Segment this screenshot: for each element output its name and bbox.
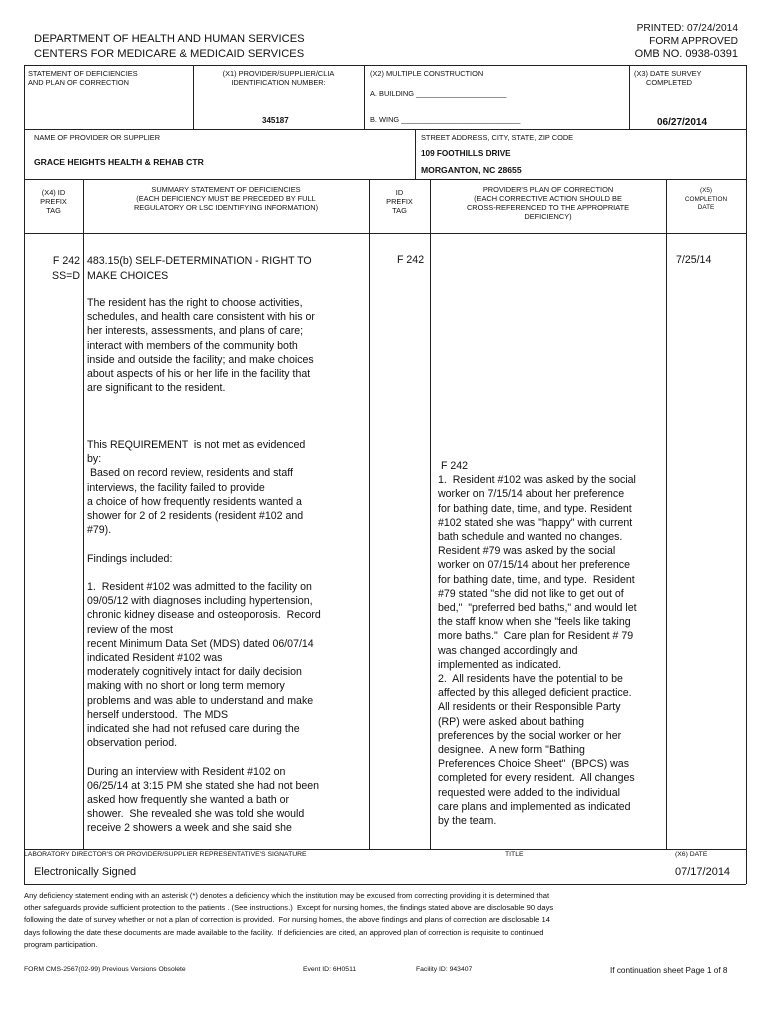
correction-text-line: designee. A new form "Bathing	[438, 744, 585, 757]
x4-header-3: TAG	[46, 206, 61, 215]
deficiency-text-line: interact with members of the community both	[87, 339, 298, 352]
x3-label-1: (X3) DATE SURVEY	[634, 69, 702, 78]
deficiency-text-line: a choice of how frequently residents wanted a	[87, 495, 302, 508]
correction-text-line: 1. Resident #102 was asked by the social	[438, 474, 636, 487]
x3-label	[634, 69, 702, 87]
frame-v-2	[364, 65, 365, 129]
deficiency-text-line: review of the most	[87, 623, 173, 636]
signature-date-label: (X6) DATE	[675, 851, 708, 858]
deficiency-text-line: Findings included:	[87, 552, 173, 565]
form-approved: FORM APPROVED	[649, 35, 738, 47]
plan-header-4: DEFICIENCY)	[524, 212, 572, 221]
id-header-3: TAG	[392, 206, 407, 215]
frame-v-3	[629, 65, 630, 129]
deficiency-text-line: The resident has the right to choose activities,	[87, 297, 303, 309]
frame-row-1	[24, 129, 746, 130]
agency-header	[34, 32, 305, 62]
printed-date: PRINTED: 07/24/2014	[636, 23, 738, 34]
x5-header	[666, 187, 746, 213]
correction-text-line: 2. All residents have the potential to be	[438, 673, 623, 686]
deficiency-text-line	[87, 537, 321, 551]
frame-row-2	[24, 179, 746, 180]
tag-code: F 242	[52, 255, 80, 267]
x2-label: (X2) MULTIPLE CONSTRUCTION	[370, 69, 484, 78]
building-field: A. BUILDING ______________________	[370, 89, 507, 98]
prefix-tag	[24, 254, 80, 284]
x4-header	[24, 188, 83, 215]
title-label: TITLE	[505, 851, 524, 858]
id-header-2: PREFIX	[386, 197, 413, 206]
x1-label	[193, 69, 364, 87]
deficiency-text-line: 09/05/12 with diagnoses including hypertension,	[87, 595, 313, 608]
deficiency-text-line	[87, 410, 321, 424]
signature-label: LABORATORY DIRECTOR'S OR PROVIDER/SUPPLIER REPRESENTATIVE'S SIGNATURE	[24, 851, 307, 858]
frame-v-4	[415, 129, 416, 179]
correction-text-line: care plans and implemented as indicated	[438, 800, 631, 813]
form-number: FORM CMS-2567(02-99) Previous Versions Obsolete	[24, 966, 186, 973]
deficiency-text-line: indicated Resident #102 was	[87, 652, 223, 664]
x5-header-2: COMPLETION	[684, 195, 728, 203]
correction-text-line: was changed accordingly and	[438, 644, 578, 657]
deficiency-text-line: asked how frequently she wanted a bath or	[87, 794, 290, 807]
frame-row-4	[24, 849, 746, 850]
deficiency-text-line	[87, 424, 321, 438]
deficiency-text-line: about aspects of his or her life in the facility that	[87, 368, 311, 381]
plan-header-3: CROSS-REFERENCED TO THE APPROPRIATE	[466, 203, 630, 212]
correction-text-line: more baths." Care plan for Resident # 79	[438, 630, 634, 643]
deficiency-text-line: herself understood. The MDS	[87, 708, 229, 721]
correction-text-line: #79 stated "she did not like to get out of	[438, 587, 624, 600]
deficiency-text-line: problems and was able to understand and make	[87, 694, 314, 707]
deficiency-text-line	[87, 750, 321, 764]
correction-text-line: bed," "preferred bed baths," and would let	[438, 602, 637, 615]
deficiency-text-line: receive 2 showers a week and she said she	[87, 822, 292, 835]
correction-text-line: affected by this alleged deficient practice.	[438, 687, 632, 700]
frame-top	[24, 65, 746, 66]
correction-text-line: implemented as indicated.	[438, 658, 562, 671]
correction-plan-text	[438, 459, 637, 828]
address-label: STREET ADDRESS, CITY, STATE, ZIP CODE	[421, 133, 574, 142]
deficiency-text-line: 06/25/14 at 3:15 PM she stated she had not been	[87, 779, 320, 792]
deficiency-text-line: indicated she had not refused care during the	[87, 723, 300, 736]
wing-field: B. WING _____________________________	[370, 115, 521, 124]
correction-text-line: requested were added to the individual	[438, 786, 620, 799]
deficiency-title	[87, 254, 312, 284]
deficiency-text-line	[87, 566, 321, 580]
disclaimer-line: other safeguards provide sufficient protection to the patients . (See instructions.) Except for nursing homes, the findings stated above are disclosable 90 days	[24, 903, 554, 913]
deficiency-text-line: Based on record review, residents and staff	[87, 467, 293, 480]
plan-header-1: PROVIDER'S PLAN OF CORRECTION	[482, 185, 614, 194]
frame-v-7	[430, 179, 431, 849]
event-id: Event ID: 6H0511	[303, 966, 357, 973]
correction-text-line: worker on 07/15/14 about her preference	[438, 559, 630, 572]
deficiency-text-line: inside and outside the facility; and make choices	[87, 353, 314, 366]
deficiency-text-line: shower for 2 of 2 residents (resident #102 and	[87, 510, 304, 522]
correction-text-line: (RP) were asked about bathing	[438, 715, 585, 728]
statement-label	[28, 69, 138, 87]
completion-date: 7/25/14	[676, 254, 712, 266]
plan-header	[430, 185, 666, 221]
agency-line-1: DEPARTMENT OF HEALTH AND HUMAN SERVICES	[34, 33, 305, 45]
disclaimer-line: program participation.	[24, 939, 98, 949]
deficiency-text-line: making with no short or long term memory	[87, 680, 285, 693]
statement-label-1: STATEMENT OF DEFICIENCIES	[28, 69, 138, 78]
correction-text-line: bath schedule and wanted no changes.	[438, 531, 623, 544]
address-line-2: MORGANTON, NC 28655	[421, 165, 522, 175]
correction-text-line: the staff know when she "feels like taking	[438, 616, 631, 629]
correction-text-line: Resident #79 was asked by the social	[438, 545, 616, 558]
form-status	[635, 23, 738, 61]
correction-text-line: for bathing date, time, and type. Resident	[438, 573, 635, 586]
electronic-signature: Electronically Signed	[34, 866, 137, 878]
page-indicator: If continuation sheet Page 1 of 8	[610, 966, 728, 975]
deficiency-text-line: 1. Resident #102 was admitted to the facility on	[87, 580, 312, 593]
x5-header-3: DATE	[697, 204, 715, 212]
address-line-1: 109 FOOTHILLS DRIVE	[421, 149, 511, 158]
disclaimer-line: days following the date these documents are made available to the facility. If deficiencies are cited, an approved plan of correction is requisite to continued	[24, 927, 544, 937]
deficiency-text-line: interviews, the facility failed to provide	[87, 481, 265, 494]
summary-header-2: (EACH DEFICIENCY MUST BE PRECEDED BY FULL	[136, 194, 316, 203]
disclaimer-line: following the date of survey whether or not a plan of correction is provided. For nursing homes, the above findings and plans of correction are disclosable 14	[24, 915, 550, 925]
deficiency-text-line: observation period.	[87, 737, 178, 750]
facility-id: Facility ID: 943407	[416, 966, 473, 973]
correction-text-line: by the team.	[438, 815, 497, 828]
correction-text-line: worker on 7/15/14 about her preference	[438, 488, 625, 501]
provider-name: GRACE HEIGHTS HEALTH & REHAB CTR	[34, 157, 204, 167]
provider-label: NAME OF PROVIDER OR SUPPLIER	[34, 133, 161, 142]
correction-text-line: #102 stated she was "happy" with current	[438, 516, 633, 529]
deficiency-text-line: by:	[87, 453, 102, 466]
id-header	[369, 188, 430, 215]
deficiency-text-line: chronic kidney disease and osteoporosis. Record	[87, 609, 321, 622]
deficiency-text-line: During an interview with Resident #102 on	[87, 765, 286, 778]
deficiency-title-2: MAKE CHOICES	[87, 270, 169, 282]
x4-header-2: PREFIX	[40, 197, 67, 206]
frame-row-5	[24, 884, 746, 885]
deficiency-text-line: moderately cognitively intact for daily decision	[87, 666, 302, 679]
correction-text-line: All residents or their Responsible Party	[438, 701, 621, 714]
plan-header-2: (EACH CORRECTIVE ACTION SHOULD BE	[474, 194, 622, 203]
deficiency-title-1: 483.15(b) SELF-DETERMINATION - RIGHT TO	[87, 255, 312, 267]
correction-text-line: for bathing date, time, and type. Resident	[438, 502, 632, 515]
id-header-1: ID	[395, 188, 404, 197]
frame-v-5	[83, 179, 84, 849]
summary-header-1: SUMMARY STATEMENT OF DEFICIENCIES	[151, 185, 301, 194]
deficiency-text-line: #79).	[87, 524, 112, 537]
disclaimer-line: Any deficiency statement ending with an asterisk (*) denotes a deficiency which the institution may be excused from correcting providing it is determined that	[24, 891, 550, 900]
summary-header-3: REGULATORY OR LSC IDENTIFYING INFORMATION)	[133, 203, 319, 212]
deficiency-text-line: shower. She revealed she was told she would	[87, 808, 305, 821]
agency-line-2: CENTERS FOR MEDICARE & MEDICAID SERVICES	[34, 48, 305, 60]
frame-v-8	[666, 179, 667, 849]
plan-prefix-tag: F 242	[397, 254, 425, 266]
deficiency-text-line: schedules, and health care consistent with his or	[87, 311, 315, 324]
deficiency-text-line: recent Minimum Data Set (MDS) dated 06/07/14	[87, 637, 314, 650]
frame-right	[746, 65, 747, 884]
x3-label-2: COMPLETED	[646, 78, 692, 87]
x5-header-1: (X5)	[699, 187, 713, 194]
survey-date-value: 06/27/2014	[657, 117, 708, 128]
correction-text-line: Preferences Choice Sheet" (BPCS) was	[438, 758, 629, 771]
x1-label-1: (X1) PROVIDER/SUPPLIER/CLIA	[222, 69, 335, 78]
correction-text-line: completed for every resident. All changes	[438, 772, 635, 785]
deficiency-text	[87, 296, 321, 836]
correction-text-line: preferences by the social worker or her	[438, 729, 622, 742]
summary-header	[83, 185, 369, 212]
statement-label-2: AND PLAN OF CORRECTION	[28, 78, 130, 87]
x1-label-2: IDENTIFICATION NUMBER:	[231, 78, 326, 87]
deficiency-text-line: This REQUIREMENT is not met as evidenced	[87, 438, 306, 451]
signature-date: 07/17/2014	[675, 866, 731, 878]
frame-row-3	[24, 233, 746, 234]
scope-severity: SS=D	[52, 270, 80, 282]
frame-v-6	[369, 179, 370, 849]
provider-id-value: 345187	[262, 116, 289, 125]
deficiency-text-line: are significant to the resident.	[87, 382, 226, 395]
x4-header-1: (X4) ID	[41, 188, 66, 197]
deficiency-text-line	[87, 395, 321, 409]
omb-number: OMB NO. 0938-0391	[634, 48, 738, 60]
disclaimer	[24, 890, 553, 951]
deficiency-text-line: her interests, assessments, and plans of care;	[87, 325, 304, 338]
correction-text-line: F 242	[438, 460, 469, 472]
